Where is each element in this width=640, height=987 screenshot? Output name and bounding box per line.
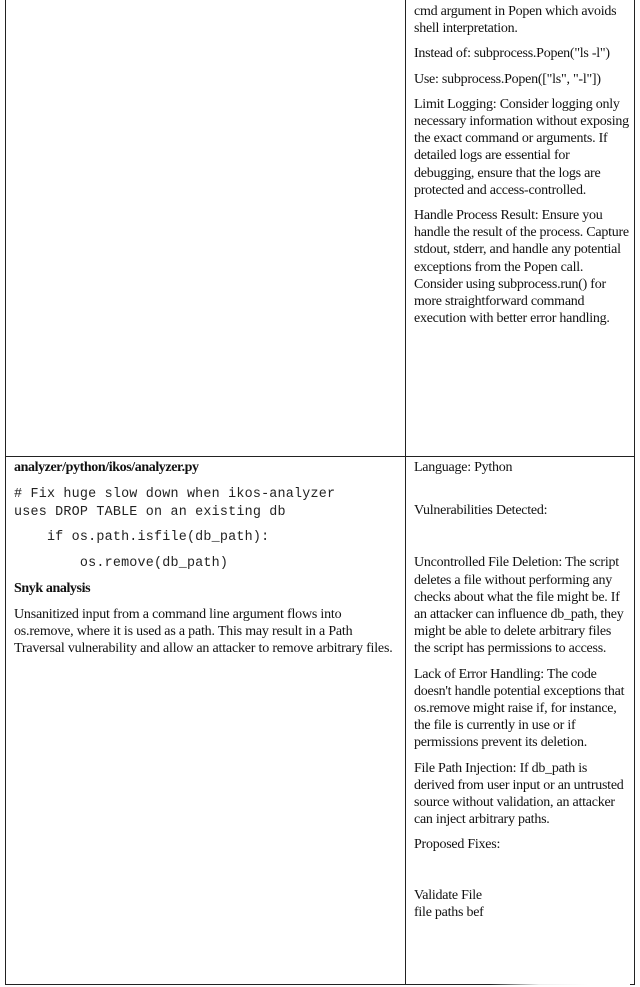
page-fade-overlay: [490, 960, 630, 986]
paragraph-instead-of: Instead of: subprocess.Popen("ls -l"): [414, 46, 610, 62]
snyk-analysis-heading: Snyk analysis: [14, 580, 91, 596]
paragraph-handle-process-result: Handle Process Result: Ensure you handle the result of the process. Capture stdout, stderr, and handle any potential exceptions from the Popen call. Consider using subprocess.run() for more straightforward command execution with better error handling.: [414, 208, 629, 327]
vuln-file-path-injection: File Path Injection: If db_path is derived from user input or an untrusted source without validation, an attacker can inject arbitrary paths.: [414, 760, 624, 828]
table-border-middle: [405, 0, 406, 985]
fix-validate-file-line-1: Validate File: [414, 887, 482, 903]
bottom-right-cell: [414, 459, 630, 921]
code-line-if: if os.path.isfile(db_path):: [14, 530, 270, 546]
vulnerabilities-heading: Vulnerabilities Detected:: [414, 503, 548, 519]
vuln-lack-of-error-handling: Lack of Error Handling: The code doesn't handle potential exceptions that os.remove might raise if, for instance, the file is currently in use or if permissions prevent its deletion.: [414, 666, 625, 751]
top-left-cell: [6, 0, 405, 456]
paragraph-use: Use: subprocess.Popen(["ls", "-l"]): [414, 71, 601, 87]
paragraph-limit-logging: Limit Logging: Consider logging only necessary information without exposing the exact command or arguments. If detailed logs are essential for debugging, ensure that the logs are protected and access-controlled.: [414, 96, 629, 198]
snyk-analysis-text: Unsanitized input from a command line argument flows into os.remove, where it is used as a path. This may result in a Path Traversal vulnerability and allow an attacker to remove arbitrary files.: [14, 606, 393, 657]
proposed-fixes-heading: Proposed Fixes:: [414, 837, 501, 853]
table-border-right: [634, 0, 635, 985]
bottom-left-cell: [14, 459, 402, 657]
language-label: Language: Python: [414, 460, 513, 475]
vuln-uncontrolled-file-deletion: Uncontrolled File Deletion: The script deletes a file without performing any checks about what the file might be. If an attacker can influence db_path, they might be able to delete arbitrary files the script has permissions to access.: [414, 555, 624, 657]
code-line-comment-2: uses DROP TABLE on an existing db: [14, 504, 286, 520]
fix-validate-file-line-2: file paths bef: [414, 904, 484, 920]
paragraph-cmd-argument: cmd argument in Popen which avoids shell interpretation.: [414, 4, 617, 37]
row-divider: [5, 456, 635, 457]
top-right-cell: [414, 3, 630, 335]
file-path-heading: analyzer/python/ikos/analyzer.py: [14, 460, 199, 475]
code-line-remove: os.remove(db_path): [14, 555, 229, 571]
code-line-comment-1: # Fix huge slow down when ikos-analyzer: [14, 487, 336, 503]
